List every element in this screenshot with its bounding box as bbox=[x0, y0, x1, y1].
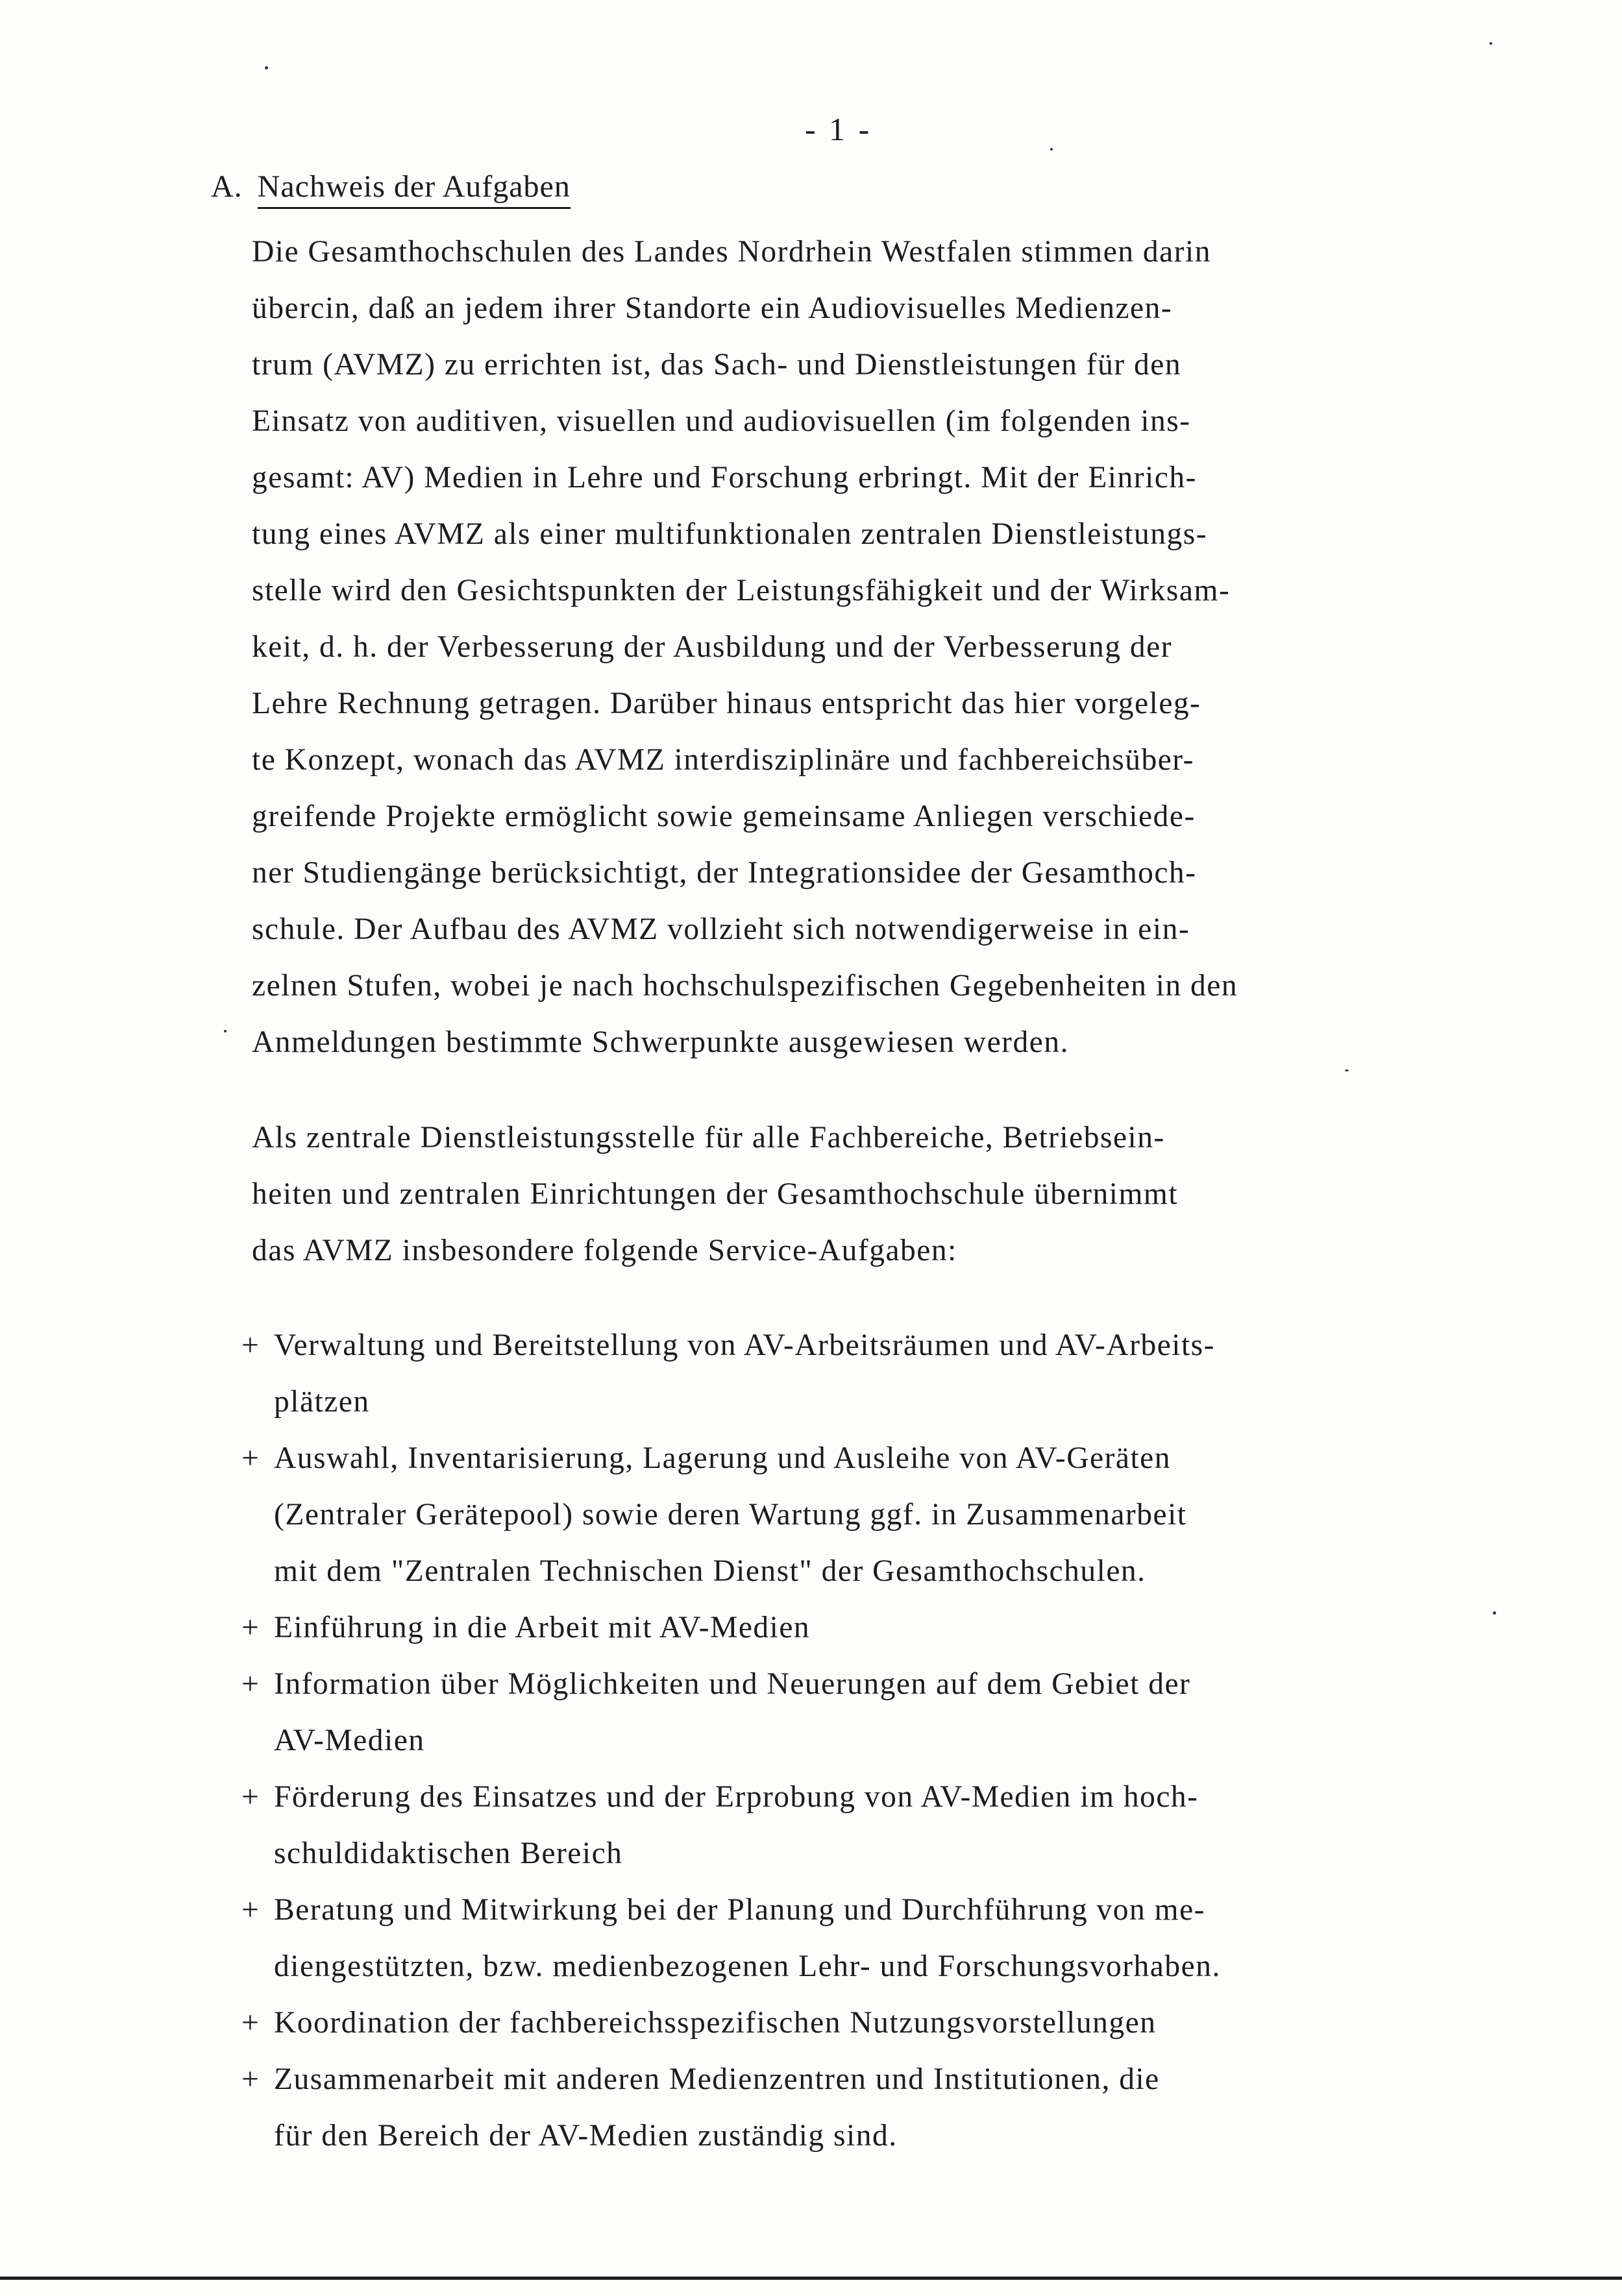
text-line: Koordination der fachbereichsspezifischen Nutzungsvorstellungen bbox=[274, 2006, 1157, 2040]
text-line: tung eines AVMZ als einer multifunktionalen zentralen Dienstleistungs- bbox=[252, 517, 1208, 551]
scan-speck bbox=[265, 66, 268, 69]
text-line: für den Bereich der AV-Medien zuständig sind. bbox=[274, 2119, 898, 2153]
list-item bbox=[241, 1656, 1488, 1769]
text-line: Auswahl, Inventarisierung, Lagerung und Ausleihe von AV-Geräten bbox=[274, 1441, 1172, 1475]
text-line: Einsatz von auditiven, visuellen und audiovisuellen (im folgenden ins- bbox=[252, 404, 1191, 438]
text-line: stelle wird den Gesichtspunkten der Leistungsfähigkeit und der Wirksam- bbox=[252, 574, 1231, 607]
scan-speck bbox=[1490, 42, 1492, 45]
list-item bbox=[241, 1600, 1488, 1656]
text-line: Förderung des Einsatzes und der Erprobung von AV-Medien im hoch- bbox=[274, 1780, 1199, 1814]
text-line: schuldidaktischen Bereich bbox=[274, 1837, 623, 1870]
text-line: mit dem "Zentralen Technischen Dienst" der Gesamthochschulen. bbox=[274, 1554, 1146, 1588]
list-item bbox=[241, 2051, 1488, 2164]
bottom-rule bbox=[0, 2277, 1622, 2280]
text-line: zelnen Stufen, wobei je nach hochschulspezifischen Gegebenheiten in den bbox=[252, 969, 1238, 1003]
list-item bbox=[241, 1317, 1488, 1430]
scan-speck bbox=[1050, 148, 1053, 151]
bullet-plus: + bbox=[241, 1611, 260, 1644]
bullet-plus: + bbox=[241, 2006, 260, 2040]
text-line: ner Studiengänge berücksichtigt, der Integrationsidee der Gesamthoch- bbox=[252, 856, 1197, 890]
text-line: Einführung in die Arbeit mit AV-Medien bbox=[274, 1611, 811, 1644]
section-heading bbox=[211, 169, 571, 209]
bullet-plus: + bbox=[241, 2062, 260, 2096]
paragraph-services-intro bbox=[252, 1110, 1472, 1279]
text-line: Verwaltung und Bereitstellung von AV-Arbeitsräumen und AV-Arbeits- bbox=[274, 1328, 1215, 1362]
bullet-plus: + bbox=[241, 1441, 260, 1475]
text-line: keit, d. h. der Verbesserung der Ausbildung und der Verbesserung der bbox=[252, 630, 1173, 664]
list-item bbox=[241, 1430, 1488, 1600]
bullet-plus: + bbox=[241, 1667, 260, 1701]
text-line: heiten und zentralen Einrichtungen der Gesamthochschule übernimmt bbox=[252, 1177, 1179, 1211]
text-line: diengestützten, bzw. medienbezogenen Lehr- und Forschungsvorhaben. bbox=[274, 1949, 1221, 1983]
text-line: Anmeldungen bestimmte Schwerpunkte ausgewiesen werden. bbox=[252, 1025, 1069, 1059]
bullet-plus: + bbox=[241, 1328, 260, 1362]
text-line: das AVMZ insbesondere folgende Service-Aufgaben: bbox=[252, 1234, 957, 1267]
service-task-list bbox=[241, 1317, 1488, 2164]
text-line: plätzen bbox=[274, 1385, 370, 1419]
text-line: (Zentraler Gerätepool) sowie deren Wartung ggf. in Zusammenarbeit bbox=[274, 1498, 1187, 1532]
text-line: gesamt: AV) Medien in Lehre und Forschung erbringt. Mit der Einrich- bbox=[252, 461, 1197, 495]
text-line: greifende Projekte ermöglicht sowie gemeinsame Anliegen verschiede- bbox=[252, 800, 1196, 833]
bullet-plus: + bbox=[241, 1893, 260, 1927]
text-line: Beratung und Mitwirkung bei der Planung und Durchführung von me- bbox=[274, 1893, 1205, 1927]
list-item bbox=[241, 1882, 1488, 1995]
text-line: trum (AVMZ) zu errichten ist, das Sach- und Dienstleistungen für den bbox=[252, 348, 1182, 382]
scan-speck bbox=[1345, 1069, 1349, 1071]
bullet-plus: + bbox=[241, 1780, 260, 1814]
text-line: Information über Möglichkeiten und Neuerungen auf dem Gebiet der bbox=[274, 1667, 1191, 1701]
section-letter: A. bbox=[211, 169, 243, 204]
text-line: Als zentrale Dienstleistungsstelle für alle Fachbereiche, Betriebsein- bbox=[252, 1121, 1165, 1154]
paragraph-intro bbox=[252, 224, 1472, 1071]
scan-speck bbox=[1493, 1611, 1496, 1615]
section-title: Nachweis der Aufgaben bbox=[258, 169, 571, 209]
text-line: übercin, daß an jedem ihrer Standorte ein Audiovisuelles Medienzen- bbox=[252, 291, 1173, 325]
text-line: Lehre Rechnung getragen. Darüber hinaus entspricht das hier vorgeleg- bbox=[252, 687, 1201, 720]
page-number: - 1 - bbox=[805, 111, 872, 147]
list-item bbox=[241, 1995, 1488, 2051]
list-item bbox=[241, 1769, 1488, 1882]
scan-speck bbox=[224, 1030, 227, 1032]
text-line: Die Gesamthochschulen des Landes Nordrhein Westfalen stimmen darin bbox=[252, 235, 1212, 269]
text-line: te Konzept, wonach das AVMZ interdisziplinäre und fachbereichsüber- bbox=[252, 743, 1194, 777]
text-line: Zusammenarbeit mit anderen Medienzentren und Institutionen, die bbox=[274, 2062, 1160, 2096]
text-line: schule. Der Aufbau des AVMZ vollzieht sich notwendigerweise in ein- bbox=[252, 912, 1190, 946]
text-line: AV-Medien bbox=[274, 1724, 425, 1757]
